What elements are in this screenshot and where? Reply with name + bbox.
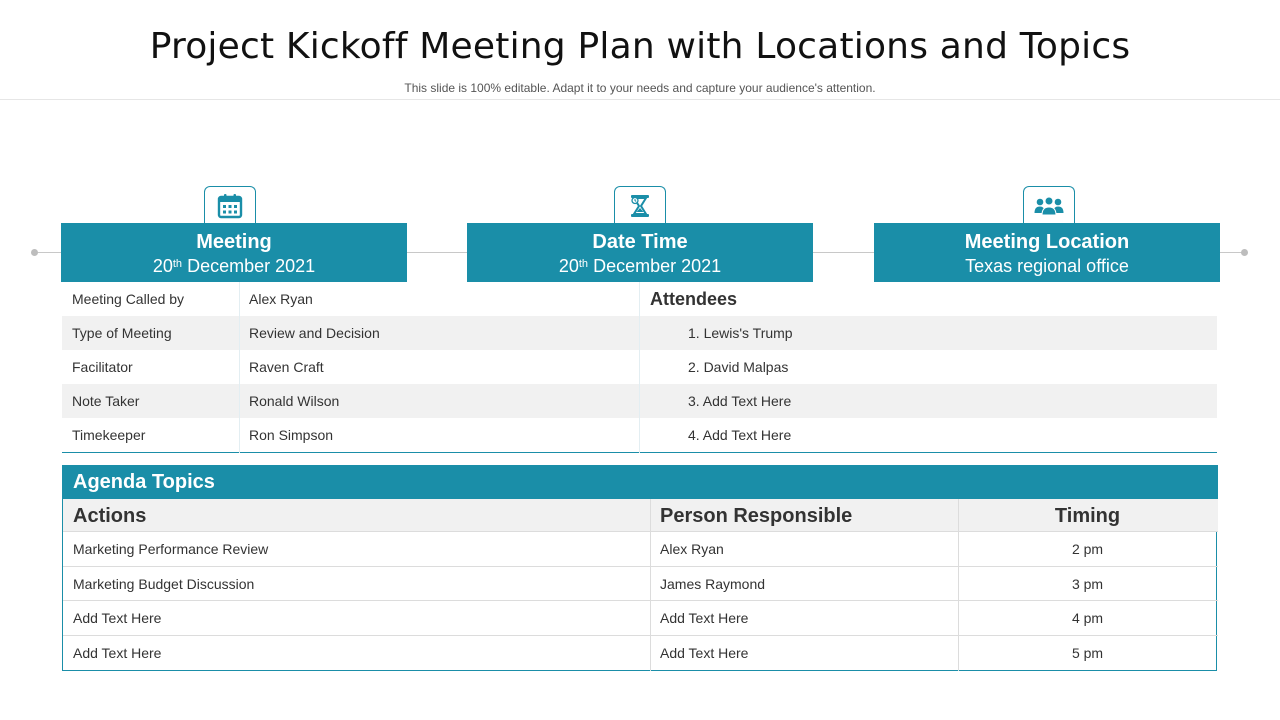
table-row [63, 532, 1218, 567]
meeting-card-title: Meeting [196, 231, 272, 253]
meeting-location-card-title: Meeting Location [964, 231, 1130, 253]
agenda-action: Add Text Here [73, 610, 162, 626]
agenda-timing: 2 pm [1071, 541, 1104, 557]
detail-value: Ronald Wilson [249, 393, 340, 409]
calendar-icon [204, 186, 256, 224]
meeting-location-card [874, 223, 1220, 282]
table-row [63, 567, 1218, 602]
details-column-divider [639, 282, 640, 453]
table-row [63, 636, 1218, 671]
agenda-column-divider [958, 499, 959, 671]
attendees-heading: Attendees [650, 289, 738, 309]
detail-value: Ron Simpson [249, 427, 334, 443]
attendee-item: 1. Lewis's Trump [688, 325, 793, 341]
agenda-header-row [63, 499, 1218, 532]
meeting-card-date: 20th December 2021 [152, 256, 316, 276]
detail-label: Note Taker [72, 393, 140, 409]
date-time-card [467, 223, 813, 282]
detail-label: Facilitator [72, 359, 133, 375]
hourglass-icon [614, 186, 666, 224]
meeting-card [61, 223, 407, 282]
agenda-person: Add Text Here [660, 610, 749, 626]
meeting-location-card-subtitle: Texas regional office [965, 256, 1129, 276]
column-header-person: Person Responsible [660, 505, 853, 527]
column-header-actions: Actions [73, 505, 147, 527]
table-row [63, 601, 1218, 636]
meeting-details-table [62, 282, 1217, 453]
agenda-column-divider [650, 499, 651, 671]
agenda-timing: 3 pm [1071, 575, 1104, 592]
detail-label: Timekeeper [72, 427, 146, 443]
agenda-action: Marketing Performance Review [73, 541, 269, 557]
timeline-start-dot [31, 249, 38, 256]
detail-value: Raven Craft [249, 359, 324, 375]
column-header-timing: Timing [1054, 505, 1121, 527]
agenda-table [62, 465, 1217, 671]
attendee-item: 3. Add Text Here [688, 393, 792, 409]
attendee-item: 2. David Malpas [688, 359, 789, 375]
date-time-card-date: 20th December 2021 [558, 256, 722, 276]
details-column-divider [239, 282, 240, 453]
detail-label: Type of Meeting [72, 325, 172, 341]
agenda-action: Add Text Here [73, 644, 162, 661]
detail-value: Alex Ryan [249, 291, 313, 307]
agenda-heading: Agenda Topics [63, 465, 1218, 499]
agenda-timing: 4 pm [1071, 610, 1104, 626]
detail-value: Review and Decision [249, 325, 380, 341]
page-subtitle: This slide is 100% editable. Adapt it to your needs and capture your audience's attention. [404, 81, 876, 95]
detail-label: Meeting Called by [72, 291, 185, 307]
agenda-timing: 5 pm [1071, 644, 1104, 661]
agenda-person: Add Text Here [660, 644, 749, 661]
timeline-end-dot [1241, 249, 1248, 256]
header-divider [0, 99, 1280, 100]
page-title: Project Kickoff Meeting Plan with Locations and Topics [149, 26, 1131, 67]
agenda-action: Marketing Budget Discussion [73, 575, 255, 592]
people-group-icon [1023, 186, 1075, 224]
agenda-person: James Raymond [660, 575, 766, 592]
agenda-person: Alex Ryan [660, 541, 724, 557]
attendee-item: 4. Add Text Here [688, 427, 792, 443]
date-time-card-title: Date Time [592, 231, 688, 253]
